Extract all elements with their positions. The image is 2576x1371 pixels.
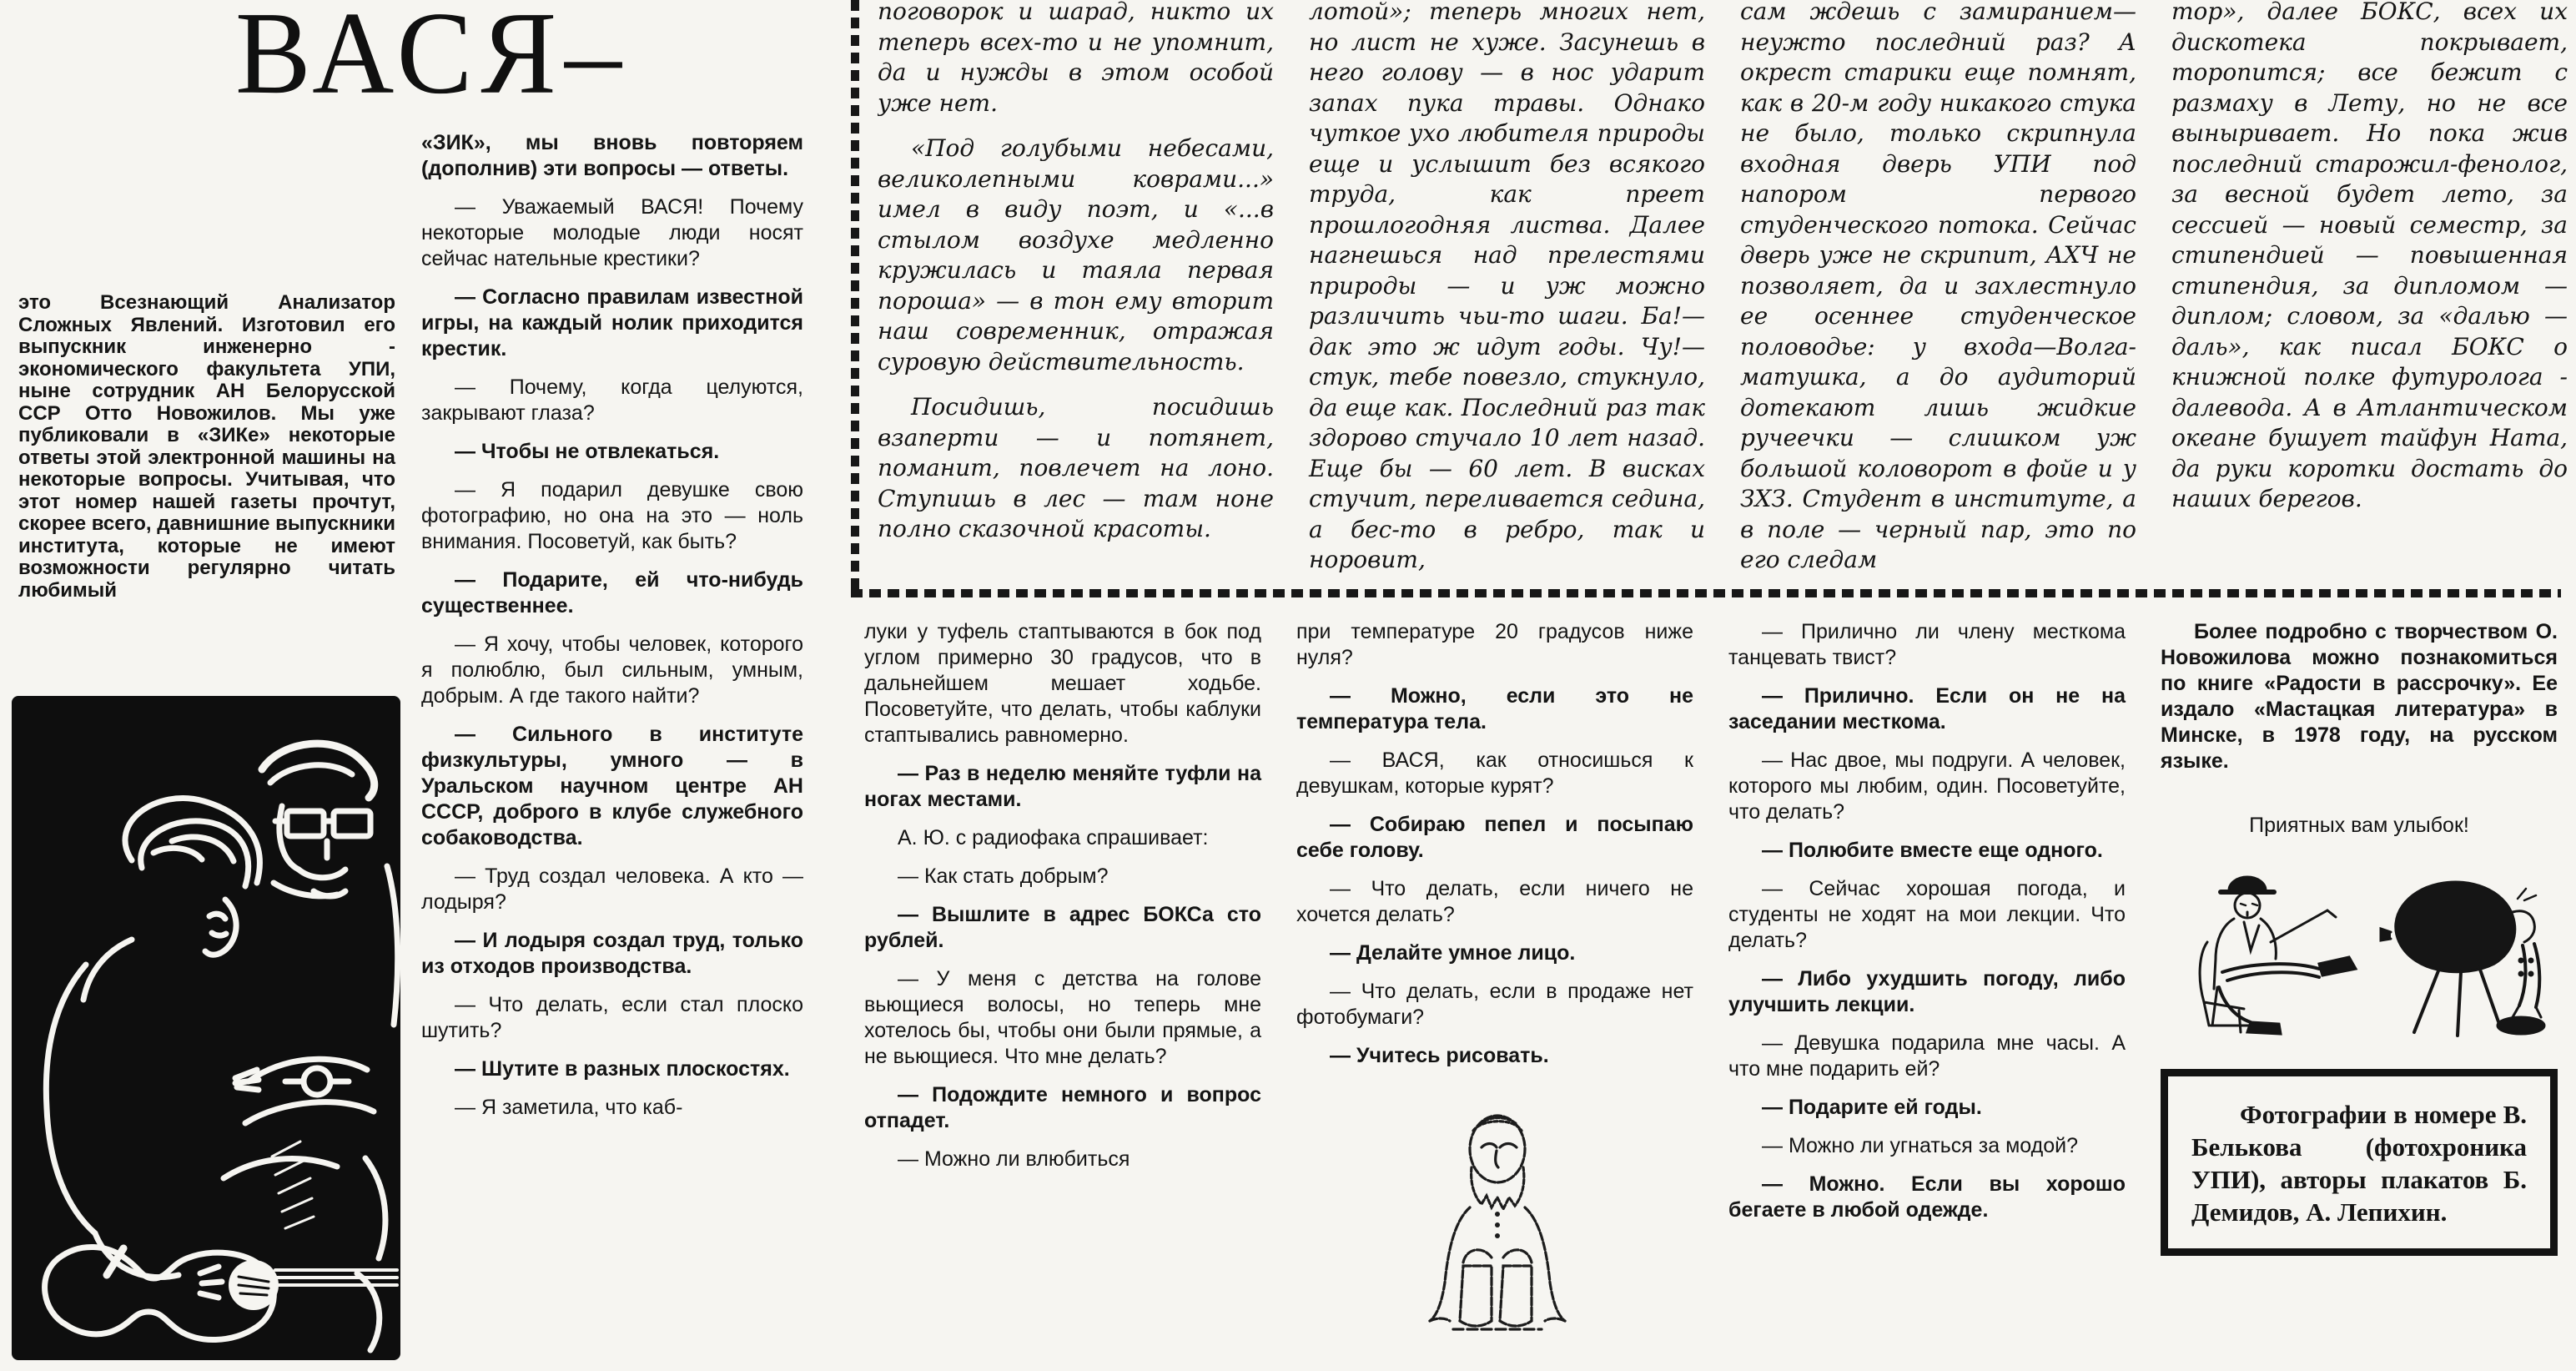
qa-bottom-column-4-text — [2161, 619, 2558, 839]
paragraph: — Подарите ей годы. — [1762, 1096, 1982, 1119]
paragraph: — Делайте умное лицо. — [1330, 941, 1576, 965]
bowler-man-and-photographer-cartoon — [2164, 862, 2553, 1041]
paragraph: — Я заметила, что каб- — [455, 1096, 683, 1119]
feature-column-4 — [2171, 0, 2568, 581]
paragraph: — Либо ухудшить погоду, либо улучшить лекции. — [1728, 967, 2126, 1016]
paragraph: — ВАСЯ, как относишься к девушкам, которые курят? — [1296, 749, 1693, 798]
paragraph: — Девушка подарила мне часы. А что мне подарить ей? — [1728, 1031, 2126, 1081]
bottom-qa-area — [864, 619, 2561, 1371]
paragraph: — Подождите немного и вопрос отпадет. — [864, 1083, 1261, 1132]
paragraph: — Сейчас хорошая погода, и студенты не ходят на мои лекции. Что делать? — [1728, 877, 2126, 952]
paragraph: «ЗИК», мы вновь повторяем (дополнив) эти вопросы — ответы. — [421, 131, 803, 180]
page-title: ВАСЯ– — [235, 0, 631, 119]
paragraph: — Шутите в разных плоскостях. — [455, 1057, 790, 1081]
feature-column-3 — [1740, 0, 2136, 581]
paragraph: — Прилично ли члену месткома танцевать твист? — [1728, 620, 2126, 669]
feature-box-bottom-dashed-border — [851, 589, 2561, 597]
qa-bottom-column-1 — [864, 619, 1261, 1371]
paragraph: — Вышлите в адрес БОКСа сто рублей. — [864, 903, 1261, 952]
intro-paragraph: это Всезнающий Анализатор Сложных Явлений. Изготовил его выпускник инженерно - экономического факультета УПИ, ныне сотрудник АН Белорусской ССР Отто Новожилов. Мы уже публиковали в «ЗИКе» некоторые ответы этой электронной машины на некоторые вопросы. Учитывая, что этот номер нашей газеты прочтут, скорее всего, давнишние выпускники института, которые не имеют возможности регулярно читать любимый — [18, 291, 395, 602]
qa-bottom-column-3 — [1728, 619, 2126, 1371]
paragraph: поговорок и шарад, никто их теперь всех-то и не упомнит, да и нужды в этом особой уже нет. — [878, 0, 1274, 117]
paragraph: — Собираю пепел и посыпаю себе голову. — [1296, 813, 1693, 862]
paragraph: лотой»; теперь многих нет, но лист не хуже. Засунешь в него голову — в нос ударит запах пука травы. Однако чуткое ухо любителя природы еще и услышит без всякого труда, как преет прошлогодняя листва. Далее нагнешься над прелестями природы — и уж можно различить чьи-то шаги. Ба!— дак это ж идут годы. Чу!— стук, тебе повезло, стукнуло, да еще как. Последний раз так здорово стучало 10 лет назад. Еще бы — 60 лет. В висках стучит, переливается седина, а бес-то в ребро, так и норовит, — [1309, 0, 1705, 573]
woodcut-background — [12, 696, 400, 1360]
paragraph: тор», далее БОКС, всех их дискотека покрывает, торопится; все бежит с размаху в Лету, но не все выныривает. Но пока жив последний старожил-фенолог, за весной будет лето, за сессией — новый семестр, за стипендией — повышенная стипендия, за дипломом — диплом; словом, за «далью — даль», как писал БОКС о книжной полке футуролога - далевода. А в Атлантическом океане бушует тайфун Ната, да руки коротки достать до наших берегов. — [2171, 0, 2568, 512]
paragraph: — Чтобы не отвлекаться. — [455, 440, 720, 463]
paragraph: — Можно. Если вы хорошо бегаете в любой одежде. — [1728, 1172, 2126, 1222]
paragraph: — Я подарил девушке свою фотографию, но она на это — ноль внимания. Посоветуй, как быть? — [421, 478, 803, 553]
feature-column-2 — [1309, 0, 1705, 581]
feature-box-left-dashed-border — [851, 0, 859, 597]
paragraph: — Как стать добрым? — [898, 864, 1109, 888]
paragraph: — Почему, когда целуются, закрывают глаза? — [421, 376, 803, 425]
qa-bottom-column-2 — [1296, 619, 1693, 1371]
photographer — [2381, 882, 2544, 1036]
paragraph: при температуре 20 градусов ниже нуля? — [1296, 620, 1693, 669]
feature-column-1 — [878, 0, 1274, 581]
couple-with-guitar-woodcut-illustration — [7, 689, 409, 1367]
qa-bottom-column-4 — [2161, 619, 2558, 1371]
paragraph: — Прилично. Если он не на заседании месткома. — [1728, 684, 2126, 733]
intro-column — [18, 292, 395, 602]
paragraph: — Учитесь рисовать. — [1330, 1044, 1549, 1067]
paragraph: — Можно, если это не температура тела. — [1296, 684, 1693, 733]
paragraph: А. Ю. с радиофака спрашивает: — [898, 826, 1209, 849]
paragraph: — Что делать, если в продаже нет фотобумаги? — [1296, 980, 1693, 1029]
paragraph: — Нас двое, мы подруги. А человек, которого мы любим, один. Посоветуйте, что делать? — [1728, 749, 2126, 824]
paragraph: — У меня с детства на голове вьющиеся волосы, но теперь мне хотелось бы, чтобы они были прямые, а не вьющиеся. Что мне делать? — [864, 967, 1261, 1068]
photo-credit-text: Фотографии в номере В. Белькова (фотохроника УПИ), авторы плакатов Б. Демидов, А. Лепихин. — [2191, 1100, 2527, 1227]
paragraph: — Можно ли угнаться за модой? — [1762, 1134, 2079, 1157]
paragraph: — Что делать, если стал плоско шутить? — [421, 993, 803, 1042]
paragraph: — Согласно правилам известной игры, на каждый нолик приходится крестик. — [421, 285, 803, 360]
qa-column-left — [421, 130, 803, 1121]
paragraph: — Сильного в институте физкультуры, умного — в Уральском научном центре АН СССР, доброго в клубе служебного собаководства. — [421, 723, 803, 849]
paragraph: — Полюбите вместе еще одного. — [1762, 839, 2103, 862]
paragraph: Посидишь, посидишь взаперти — и потянет, поманит, повлечет на лоно. Ступишь в лес — там ноне полно сказочной красоты. — [878, 393, 1274, 542]
paragraph: — И лодыря создал труд, только из отходов производства. — [421, 929, 803, 978]
paragraph: сам ждешь с замиранием—неужто последний раз? А окрест старики еще помнят, как в 20-м году никакого стука не было, только скрипнула входная дверь УПИ под напором первого студенческого потока. Сейчас дверь уже не скрипит, АХЧ не позволяет, да и захлестнуло ее осеннее студенческое половодье: у входа—Волга-матушка, а до аудиторий дотекают лишь жидкие ручеечки — слишком уж большой коловорот в фойе и у ЗХЗ. Студент в институте, а в поле — черный пар, это по его следам — [1740, 0, 2136, 573]
bowler-man — [2200, 877, 2356, 1034]
feature-box-italic-text — [878, 0, 2569, 581]
paragraph: — Труд создал человека. А кто — лодыря? — [421, 864, 803, 914]
paragraph: Более подробно с творчеством О. Новожилова можно познакомиться по книге «Радости в рассрочку». Ее издало «Мастацкая литература» в Минске, в 1978 году, на русском языке. — [2161, 620, 2558, 773]
paragraph: Приятных вам улыбок! — [2249, 814, 2469, 837]
paragraph: — Уважаемый ВАСЯ! Почему некоторые молодые люди носят сейчас нательные крестики? — [421, 195, 803, 270]
paragraph: — Что делать, если ничего не хочется делать? — [1296, 877, 1693, 926]
paragraph: — Раз в неделю меняйте туфли на ногах местами. — [864, 762, 1261, 811]
photo-credit-box — [2161, 1069, 2558, 1256]
paragraph: — Подарите, ей что-нибудь существеннее. — [421, 568, 803, 617]
paragraph: — Можно ли влюбиться — [898, 1147, 1130, 1171]
paragraph: «Под голубыми небесами, великолепными коврами...» имел в виду поэт, и «...в стылом воздухе медленно кружилась и таяла первая пороша» — в тон ему вторит наш современник, отражая суровую действительность. — [878, 134, 1274, 376]
paragraph: луки у туфель стаптываются в бок под углом примерно 30 градусов, что в дальнейшем мешает ходьбе. Посоветуйте, что делать, чтобы каблуки стаптывались равномерно. — [864, 620, 1261, 747]
qa-bottom-column-2-text — [1296, 619, 1693, 1069]
sitting-bearded-man-cartoon — [1420, 1107, 1575, 1339]
paragraph: — Я хочу, чтобы человек, которого я полюблю, был сильным, умным, добрым. А где такого найти? — [421, 633, 803, 708]
